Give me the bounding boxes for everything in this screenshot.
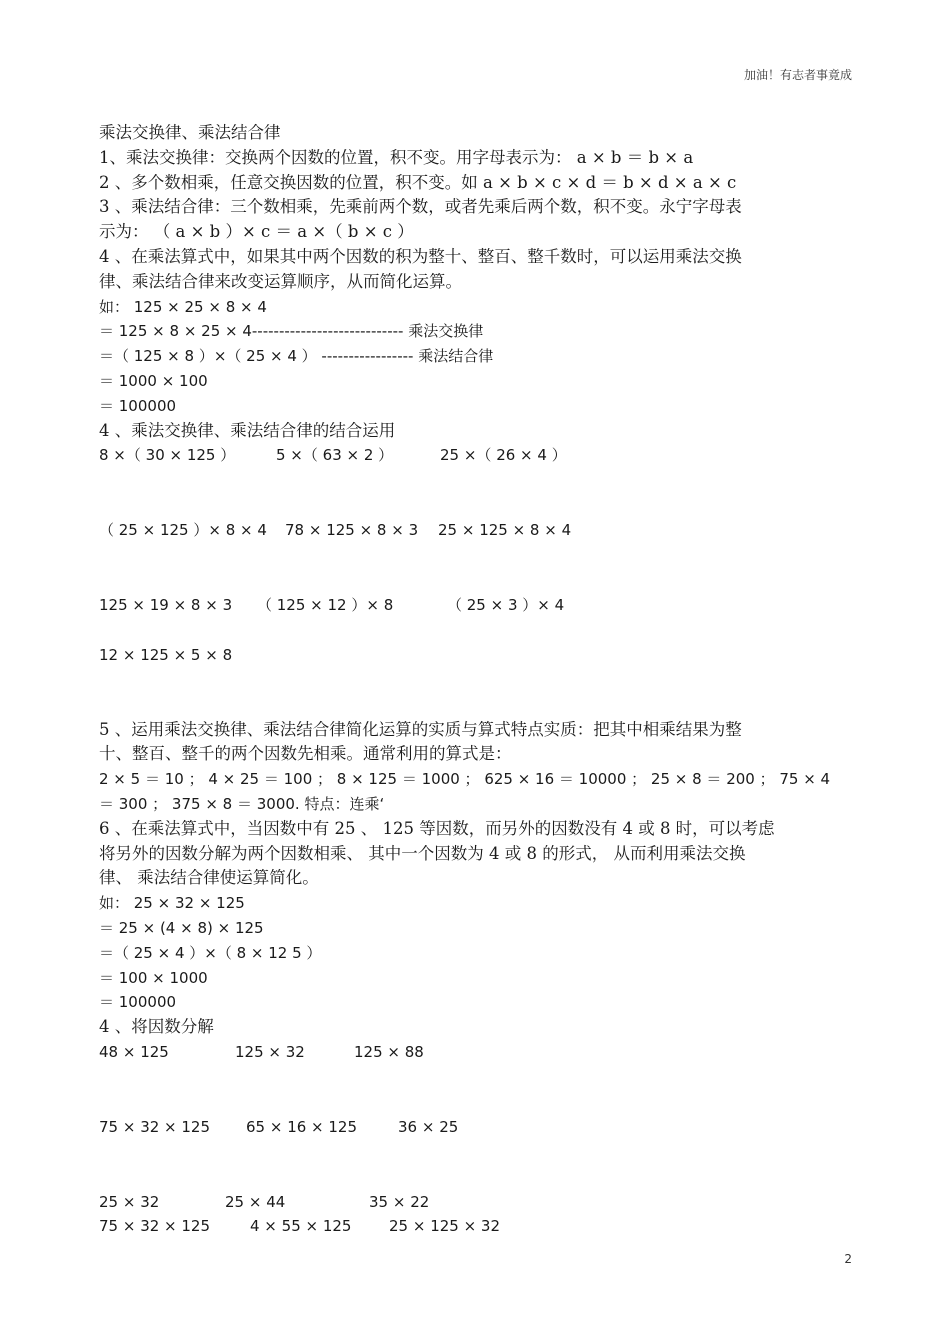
exercise-row — [99, 643, 859, 668]
text-line: 2 × 5 ＝ 10 ； 4 × 25 ＝ 100 ； 8 × 125 ＝ 1000 ； 625 × 16 ＝ 10000 ； 25 × 8 ＝ 200 ； 75 × 4 — [99, 770, 831, 789]
exercise-item: 125 × 19 × 8 × 3 — [99, 595, 233, 614]
exercise-item: （ 25 × 125 ）× 8 × 4 — [99, 521, 267, 540]
exercise-item: 75 × 32 × 125 — [99, 1217, 211, 1236]
text-line: 3 、乘法结合律：三个数相乘，先乘前两个数，或者先乘后两个数，积不变。永宁字母表 — [99, 197, 742, 217]
text-line: 律、 乘法结合律使运算简化。 — [99, 868, 319, 888]
exercise-item: 4 × 55 × 125 — [250, 1217, 352, 1236]
example-line: ＝（ 125 × 8 ）×（ 25 × 4 ） ----------------- 乘法结合律 — [99, 347, 494, 366]
exercise-item: （ 125 × 12 ）× 8 — [257, 595, 394, 614]
subsection-heading: 4 、将因数分解 — [99, 1017, 214, 1037]
text-line: 2 、多个数相乘，任意交换因数的位置，积不变。如 a × b × c × d ＝ b × d × a × c — [99, 172, 737, 192]
page-number: 2 — [844, 1252, 852, 1266]
example-line: ＝ 100 × 1000 — [99, 968, 208, 987]
exercise-item: 125 × 88 — [354, 1042, 424, 1061]
text-line: 示为： （ a × b ）× c ＝ a ×（ b × c ） — [99, 222, 414, 242]
exercise-item: 75 × 32 × 125 — [99, 1117, 211, 1136]
example-line: ＝ 100000 — [99, 993, 177, 1012]
exercise-item: 8 ×（ 30 × 125 ） — [99, 446, 236, 465]
exercise-item: 5 ×（ 63 × 2 ） — [276, 446, 394, 465]
exercise-item: 25 × 44 — [225, 1192, 286, 1211]
exercise-item: 12 × 125 × 5 × 8 — [99, 645, 233, 664]
section-title: 乘法交换律、乘法结合律 — [99, 123, 281, 142]
example-line: ＝ 100000 — [99, 396, 177, 415]
example-line: ＝（ 25 × 4 ）×（ 8 × 12 5 ） — [99, 943, 322, 962]
exercise-row — [99, 593, 859, 618]
exercise-row — [99, 1214, 859, 1239]
example-line: ＝ 125 × 8 × 25 × 4---------------------------- 乘法交换律 — [99, 322, 484, 341]
exercise-row — [99, 1190, 859, 1215]
exercise-item: 36 × 25 — [398, 1117, 459, 1136]
example-line: 如： 25 × 32 × 125 — [99, 894, 245, 913]
exercise-item: 65 × 16 × 125 — [246, 1117, 358, 1136]
exercise-item: 25 ×（ 26 × 4 ） — [440, 446, 567, 465]
text-line: 将另外的因数分解为两个因数相乘、 其中一个因数为 4 或 8 的形式， 从而利用乘法交换 — [99, 843, 746, 863]
exercise-item: 25 × 125 × 8 × 4 — [438, 521, 572, 540]
text-line: 1、乘法交换律：交换两个因数的位置，积不变。用字母表示为： a × b ＝ b × a — [99, 147, 694, 167]
exercise-row — [99, 1040, 859, 1065]
subsection-heading: 4 、乘法交换律、乘法结合律的结合运用 — [99, 420, 396, 440]
text-line: ＝ 300 ； 375 × 8 ＝ 3000. 特点：连乘‘ — [99, 794, 385, 813]
exercise-item: 35 × 22 — [369, 1192, 430, 1211]
exercise-item: 25 × 125 × 32 — [389, 1217, 501, 1236]
text-line: 4 、在乘法算式中，如果其中两个因数的积为整十、整百、整千数时，可以运用乘法交换 — [99, 246, 742, 266]
exercise-row — [99, 443, 859, 468]
exercise-item: 78 × 125 × 8 × 3 — [285, 521, 419, 540]
exercise-row — [99, 518, 859, 543]
exercise-item: （ 25 × 3 ）× 4 — [447, 595, 565, 614]
exercise-item: 125 × 32 — [235, 1042, 305, 1061]
page-header: 加油！有志者事竟成 — [743, 68, 852, 82]
exercise-item: 48 × 125 — [99, 1042, 169, 1061]
example-line: ＝ 25 × (4 × 8) × 125 — [99, 918, 264, 937]
text-line: 律、乘法结合律来改变运算顺序，从而简化运算。 — [99, 271, 462, 291]
example-line: 如： 125 × 25 × 8 × 4 — [99, 297, 267, 316]
text-line: 十、整百、整千的两个因数先相乘。通常利用的算式是： — [99, 744, 512, 764]
exercise-row — [99, 1115, 859, 1140]
example-line: ＝ 1000 × 100 — [99, 371, 208, 390]
exercise-item: 25 × 32 — [99, 1192, 160, 1211]
document-body — [99, 121, 859, 1239]
text-line: 5 、运用乘法交换律、乘法结合律简化运算的实质与算式特点实质：把其中相乘结果为整 — [99, 719, 742, 739]
text-line: 6 、在乘法算式中，当因数中有 25 、 125 等因数，而另外的因数没有 4 或 8 时，可以考虑 — [99, 818, 775, 838]
